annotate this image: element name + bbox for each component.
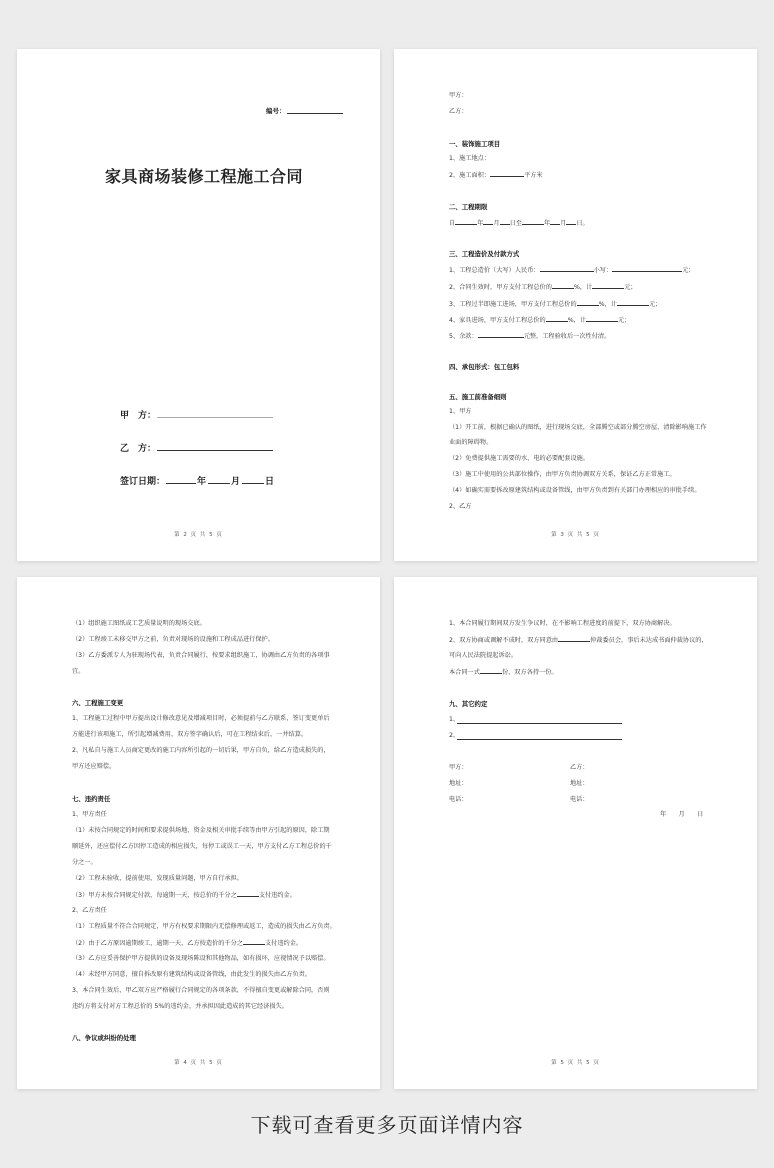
sign-day-label: 日	[265, 477, 275, 487]
other-clause-1: 1、	[449, 716, 460, 723]
party-b-phone-label: 电话：	[570, 796, 589, 803]
clause-text: （2）由于乙方原因逾期竣工，逾期一天，乙方按造价的千分之 支付违约金。	[72, 940, 303, 947]
clause-text: 违约方将支付对方工程总价的 5%的违约金，并承担因此造成的其它经济损失。	[72, 1003, 288, 1010]
contract-number-label: 编号：	[266, 107, 286, 115]
party-a-address-label: 地址：	[449, 780, 468, 787]
clause-text: 业面的障碍物。	[449, 439, 493, 446]
sign-day-blank	[242, 483, 264, 484]
clause-text: 4、家具进场，甲方支付工程总价的 %，计 元；	[449, 317, 631, 324]
section-heading: 五、施工前准备细则	[449, 393, 507, 401]
contract-title: 家具商场装修工程施工合同	[105, 167, 304, 186]
sign-year-blank	[166, 483, 196, 484]
party-a-label: 甲方：	[449, 764, 468, 771]
clause-text: （1）工程质量不符合合同规定，甲方有权要求期限内无偿修理或返工，造成的损失由乙方负责。	[72, 923, 336, 930]
contract-page-2	[394, 49, 757, 561]
clause-text: 3、工程过半即施工进场，甲方支付工程总价的 %，计 元；	[449, 301, 662, 308]
clause-text: 本合同一式 份，双方各持一份。	[449, 669, 558, 676]
party-a-label: 甲 方：	[120, 411, 157, 421]
sign-year-label: 年	[197, 477, 207, 487]
clause-text: 1、工程总造价（大写）人民币： 小写： 元；	[449, 267, 695, 274]
sign-month-blank	[208, 483, 230, 484]
clause-text: 3、本合同生效后，甲乙双方应严格履行合同规定的各项条款，不得擅自变更或解除合同，否则	[72, 987, 330, 994]
section-heading: 七、违约责任	[72, 795, 111, 803]
other-clause-2-blank	[457, 739, 622, 740]
clause-text: 1、工程施工过程中甲方提出设计修改意见及增减项目时，必须提前与乙方联系，签订变更单后	[72, 715, 330, 722]
clause-text: 2、凡私自与施工人员商定更改的施工内容所引起的一切后果，甲方自负，给乙方造成损失的，	[72, 747, 330, 754]
clause-text: （2）免费提供施工需要的水、电的必要配套设施。	[449, 455, 590, 462]
clause-text: （1）开工前，根据已确认的图纸，进行现场交底，全部腾空或部分腾空房屋，清除影响施工作	[449, 424, 707, 431]
clause-text: 1、施工地点：	[449, 155, 491, 162]
clause-text: 2、乙方	[449, 503, 472, 510]
contract-page-cover	[17, 49, 380, 561]
clause-text: 2、乙方责任	[72, 907, 107, 914]
clause-text: （3）乙方委派专人为驻现场代表，负责合同履行，按要求组织施工，协调由乙方负责的各项事	[72, 652, 330, 659]
party-a-label: 甲方：	[449, 92, 468, 99]
clause-text: 5、余款： 元整，工程验收后一次性付清。	[449, 333, 611, 340]
clause-text: 方能进行该项施工，所引起增减费用，双方签字确认后，可在工程结束后，一并结算。	[72, 731, 308, 738]
section-heading: 九、其它约定	[449, 700, 488, 708]
clause-text: （3）施工中使用的公共部位操作，由甲方负责协调双方关系，保证乙方正常施工。	[449, 471, 676, 478]
clause-text: 可向人民法院提起诉讼。	[449, 652, 518, 659]
section-heading: 六、工程施工变更	[72, 699, 124, 707]
clause-text: （2）工程未验收，提前使用，发现质量问题，甲方自行承担。	[72, 875, 243, 882]
section-heading: 八、争议或纠纷的处理	[72, 1034, 136, 1042]
party-a-blank	[157, 417, 273, 418]
clause-text: （3）甲方未按合同规定付款，每逾期一天，按总价的千分之 支付违约金。	[72, 892, 296, 899]
clause-text: （2）工程竣工未移交甲方之前，负责对现场的设施和工程成品进行保护。	[72, 636, 274, 643]
contract-page-4	[394, 577, 757, 1089]
clause-text: （4）如确实需要拆改原建筑结构或设备管线，由甲方负责到有关部门办理相应的审批手续。	[449, 487, 701, 494]
clause-text: 1、甲方	[449, 408, 472, 415]
clause-text: 2、双方协商或调解不成时，双方同意由 仲裁委员会，事后未达成书面仲裁协议的，	[449, 637, 708, 644]
page-footer: 第 5 页 共 5 页	[551, 1060, 600, 1066]
section-heading: 一、装饰施工项目	[449, 140, 501, 148]
contract-number-blank	[287, 113, 343, 114]
party-b-label: 乙 方：	[120, 444, 157, 454]
clause-text: 顺延外，还应偿付乙方因停工造成的相应损失，每停工或误工一天，甲方支付乙方工程总价的千	[72, 843, 332, 850]
page-footer: 第 4 页 共 5 页	[174, 1060, 223, 1066]
contract-page-3	[17, 577, 380, 1089]
clause-text: 2、施工面积： 平方米	[449, 172, 543, 179]
sign-date-label: 签订日期：	[120, 477, 166, 487]
clause-text: 2、合同生效时，甲方支付工程总价的 %，计 元；	[449, 284, 637, 291]
section-heading: 二、工程期限	[449, 203, 488, 211]
party-b-label: 乙方：	[449, 108, 468, 115]
party-a-phone-label: 电话：	[449, 796, 468, 803]
clause-text: （4）未经甲方同意，擅自拆改原有建筑结构或设备管线，由此发生的损失由乙方负责。	[72, 971, 312, 978]
period-line: 自 年 月 日至 年 月 日。	[449, 220, 589, 227]
clause-text: 甲方还应赔偿。	[72, 763, 116, 770]
sign-date: 年 月 日	[660, 811, 704, 818]
clause-text: 分之一。	[72, 859, 97, 866]
other-clause-2: 2、	[449, 732, 460, 739]
clause-text: （3）乙方应妥善保护甲方提供的设备及现场陈设和其他物品，如有损坏，应视情况予以赔偿。	[72, 955, 330, 962]
party-b-address-label: 地址：	[570, 780, 589, 787]
section-heading: 三、工程造价及付款方式	[449, 250, 520, 258]
section-heading: 四、承包形式：包工包料	[449, 363, 520, 371]
party-b-label: 乙方：	[570, 764, 589, 771]
clause-text: 1、本合同履行期间双方发生争议时，在不影响工程进度的前提下，双方协商解决。	[449, 620, 676, 627]
sign-month-label: 月	[231, 477, 241, 487]
other-clause-1-blank	[457, 723, 622, 724]
clause-text: （1）组织施工图纸或工艺质量说明的现场交底。	[72, 620, 206, 627]
page-footer: 第 3 页 共 5 页	[551, 532, 600, 538]
page-footer: 第 2 页 共 5 页	[174, 532, 223, 538]
clause-text: 1、甲方责任	[72, 811, 107, 818]
download-caption: 下载可查看更多页面详情内容	[250, 1113, 524, 1137]
clause-text: 宜。	[72, 668, 85, 675]
party-b-blank	[157, 450, 273, 451]
clause-text: （1）未按合同规定的时间和要求提供场地、资金及相关审批手续等由甲方引起的原因，除工期	[72, 827, 330, 834]
